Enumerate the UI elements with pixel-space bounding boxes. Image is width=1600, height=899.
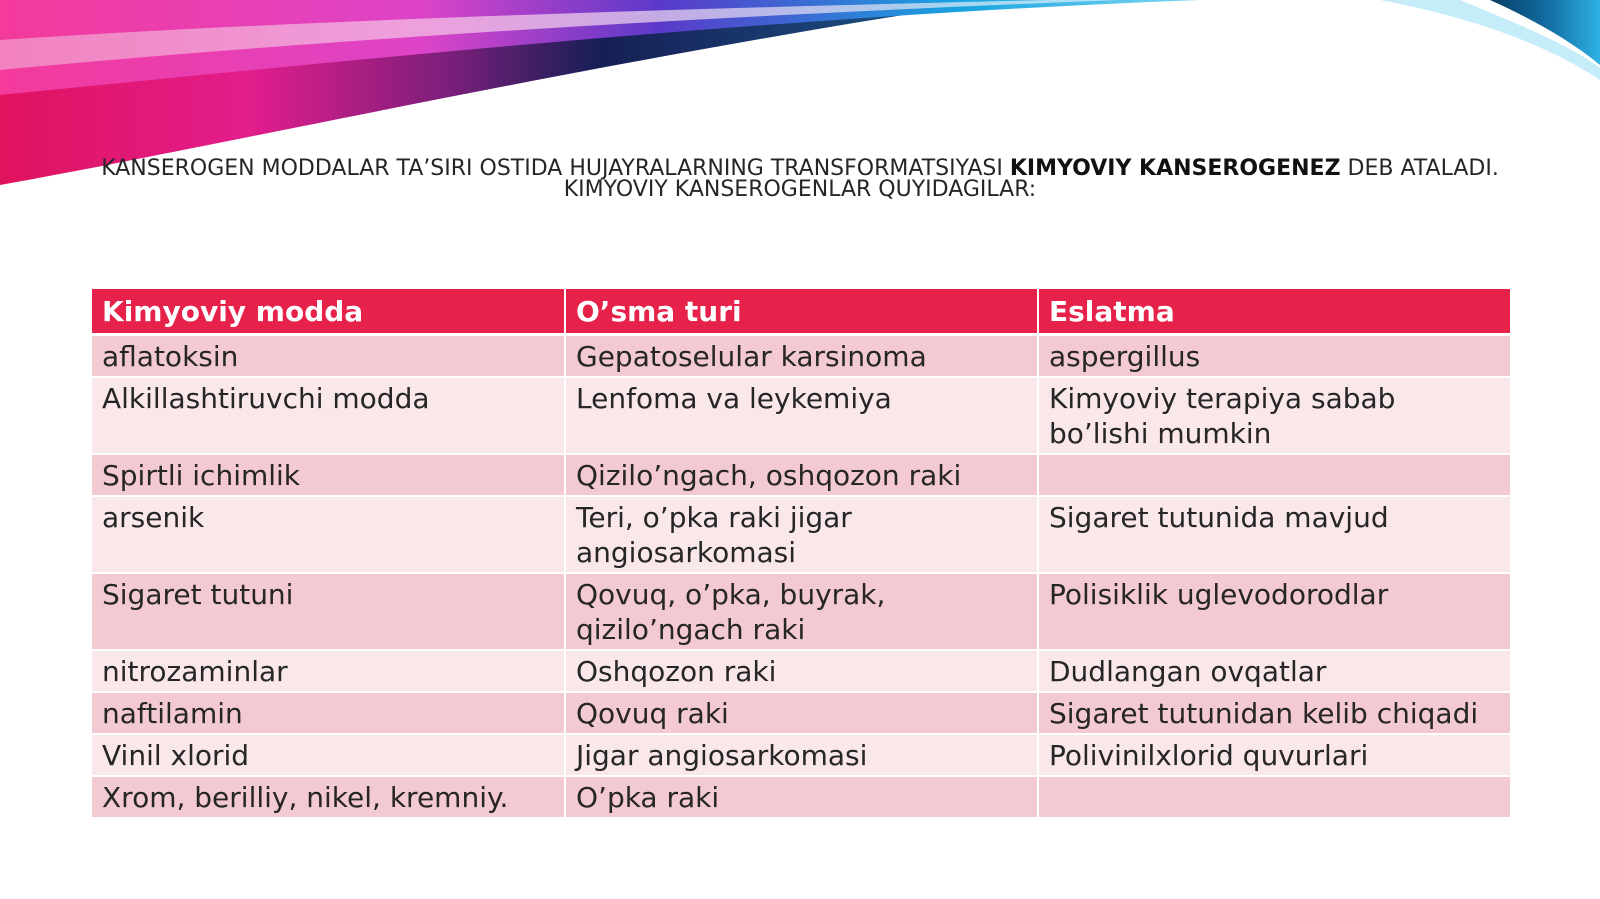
table-cell: Teri, o’pka raki jigar angiosarkomasi: [565, 496, 1038, 573]
table-row: [91, 377, 1511, 454]
table-cell: Qovuq, o’pka, buyrak, qizilo’ngach raki: [565, 573, 1038, 650]
column-header-tumor-type: O’sma turi: [565, 288, 1038, 335]
table-cell: Qizilo’ngach, oshqozon raki: [565, 454, 1038, 496]
table-cell: Alkillashtiruvchi modda: [91, 377, 565, 454]
table-cell: [1038, 776, 1511, 818]
table-header-row: [91, 288, 1511, 335]
heading-text-start: KANSEROGEN MODDALAR TA’SIRI OSTIDA HUJAYRALARNING TRANSFORMATSIYASI: [101, 156, 1010, 181]
table-cell: Vinil xlorid: [91, 734, 565, 776]
heading-bold-term: KIMYOVIY KANSEROGENEZ: [1009, 156, 1341, 181]
heading-text-end: DEB ATALADI.: [1340, 156, 1499, 181]
table-row: [91, 454, 1511, 496]
table-cell: naftilamin: [91, 692, 565, 734]
table-cell: aspergillus: [1038, 335, 1511, 378]
table-cell: Lenfoma va leykemiya: [565, 377, 1038, 454]
table-cell: Polisiklik uglevodorodlar: [1038, 573, 1511, 650]
table-row: [91, 692, 1511, 734]
table-cell: Dudlangan ovqatlar: [1038, 650, 1511, 692]
table-row: [91, 335, 1511, 378]
heading-line-2: KIMYOVIY KANSEROGENLAR QUYIDAGILAR:: [563, 177, 1037, 202]
table-cell: Polivinilxlorid quvurlari: [1038, 734, 1511, 776]
column-header-note: Eslatma: [1038, 288, 1511, 335]
table-cell: Oshqozon raki: [565, 650, 1038, 692]
table-cell: [1038, 454, 1511, 496]
table-row: [91, 734, 1511, 776]
table-cell: Qovuq raki: [565, 692, 1038, 734]
table-cell: O’pka raki: [565, 776, 1038, 818]
slide-heading: [0, 158, 1600, 200]
table-row: [91, 496, 1511, 573]
table-cell: Jigar angiosarkomasi: [565, 734, 1038, 776]
table-cell: Xrom, berilliy, nikel, kremniy.: [91, 776, 565, 818]
table-cell: Sigaret tutuni: [91, 573, 565, 650]
table-cell: Kimyoviy terapiya sabab bo’lishi mumkin: [1038, 377, 1511, 454]
carcinogens-table: [90, 287, 1512, 819]
heading-line-1: [0, 158, 1600, 179]
table-row: [91, 573, 1511, 650]
table-row: [91, 776, 1511, 818]
table-cell: Sigaret tutunida mavjud: [1038, 496, 1511, 573]
table-cell: nitrozaminlar: [91, 650, 565, 692]
table-cell: aflatoksin: [91, 335, 565, 378]
column-header-substance: Kimyoviy modda: [91, 288, 565, 335]
table-cell: arsenik: [91, 496, 565, 573]
table-cell: Sigaret tutunidan kelib chiqadi: [1038, 692, 1511, 734]
table-row: [91, 650, 1511, 692]
table-cell: Gepatoselular karsinoma: [565, 335, 1038, 378]
table-cell: Spirtli ichimlik: [91, 454, 565, 496]
